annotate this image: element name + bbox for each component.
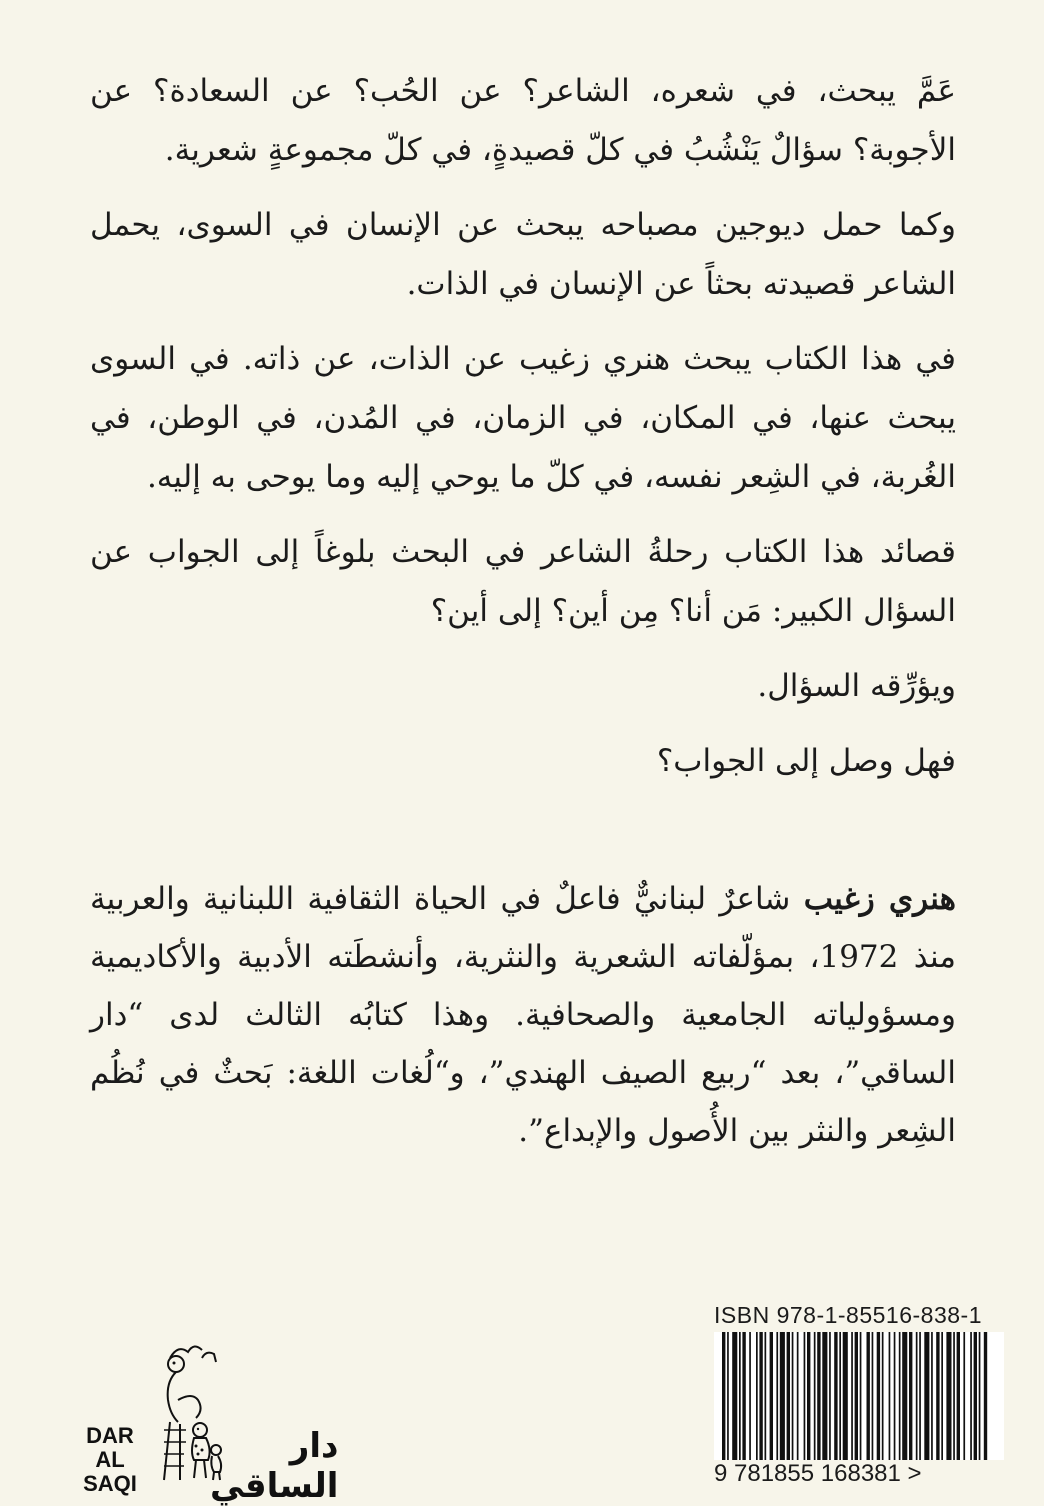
- barcode-bar: [776, 1332, 778, 1460]
- barcode-bar: [839, 1332, 841, 1460]
- barcode-bar: [860, 1332, 862, 1460]
- paragraph-2: وكما حمل ديوجين مصباحه يبحث عن الإنسان في السوى، يحمل الشاعر قصيدته بحثاً عن الإنسان في الذات.: [90, 207, 956, 302]
- barcode-bar: [894, 1332, 896, 1460]
- paragraph-4: قصائد هذا الكتاب رحلةُ الشاعر في البحث بلوغاً إلى الجواب عن السؤال الكبير: مَن أنا؟ مِن أين؟ إلى أين؟: [90, 534, 956, 629]
- paragraph-1: عَمَّ يبحث، في شعره، الشاعر؟ عن الحُب؟ عن السعادة؟ عن الأجوبة؟ سؤالٌ يَنْشُبُ في كلّ قصيدةٍ، في كلّ مجموعةٍ شعرية.: [90, 73, 956, 168]
- publisher-arabic-name: دار الساقي: [210, 1426, 339, 1506]
- isbn-label: ISBN 978-1-85516-838-1: [714, 1302, 982, 1328]
- barcode-bar: [792, 1332, 794, 1460]
- barcode-bar: [829, 1332, 831, 1460]
- barcode-icon: [714, 1332, 1004, 1460]
- barcode-bar: [957, 1332, 960, 1460]
- barcode-bar: [924, 1332, 929, 1460]
- barcode-bar: [843, 1332, 848, 1460]
- barcode-bar: [899, 1332, 901, 1460]
- barcode-bar: [963, 1332, 965, 1460]
- barcode-bar: [941, 1332, 943, 1460]
- barcode-bar: [770, 1332, 773, 1460]
- publisher-latin-line1: DAR: [86, 1423, 134, 1448]
- author-bio-text: شاعرٌ لبنانيٌّ فاعلٌ في الحياة الثقافية اللبنانية والعربية منذ 1972، بمؤلّفاته الشعرية والنثرية، وأنشطَته الأدبية والأكاديمية ومسؤولياته الجامعية والصحافية. وهذا كتابُه الثالث لدى “دار الساقي”، بعد “ربيع الصيف الهندي”، و“لُغات اللغة: بَحثٌ في نُظُم الشِعر والنثر بين الأُصول والإبداع”.: [90, 881, 956, 1149]
- barcode-bar: [722, 1332, 725, 1460]
- barcode-bar: [867, 1332, 870, 1460]
- author-bio: [90, 870, 956, 1160]
- barcode-bar: [822, 1332, 827, 1460]
- barcode-bar: [919, 1332, 921, 1460]
- barcode-bar: [797, 1332, 799, 1460]
- paragraph-5: ويؤرِّقه السؤال.: [757, 668, 956, 704]
- barcode-bar: [759, 1332, 762, 1460]
- paragraph-3: في هذا الكتاب يبحث هنري زغيب عن الذات، عن ذاته. في السوى يبحث عنها، في المكان، في الزمان، في المُدن، في الوطن، في الغُربة، في الشِعر نفسه، في كلّ ما يوحي إليه وما يوحى به إليه.: [90, 341, 956, 495]
- publisher-logo: [62, 1338, 339, 1506]
- barcode-bar: [855, 1332, 858, 1460]
- barcode-bar: [902, 1332, 907, 1460]
- barcode-bar: [851, 1332, 853, 1460]
- barcode-bar: [739, 1332, 741, 1460]
- barcode-bar: [970, 1332, 972, 1460]
- barcode-bar: [974, 1332, 977, 1460]
- barcode-bar: [817, 1332, 820, 1460]
- barcode-bar: [984, 1332, 987, 1460]
- isbn-barcode: [714, 1302, 1004, 1492]
- barcode-bar: [882, 1332, 884, 1460]
- paragraph-6: فهل وصل إلى الجواب؟: [656, 743, 956, 779]
- barcode-bar: [877, 1332, 880, 1460]
- barcode-bar: [946, 1332, 951, 1460]
- barcode-bar: [780, 1332, 785, 1460]
- barcode-bar: [834, 1332, 837, 1460]
- barcode-bar: [931, 1332, 933, 1460]
- publisher-latin-line2: AL SAQI: [83, 1447, 137, 1496]
- barcode-bar: [727, 1332, 729, 1460]
- barcode-bar: [814, 1332, 816, 1460]
- barcode-bar: [804, 1332, 806, 1460]
- barcode-bar: [765, 1332, 767, 1460]
- barcode-bar: [787, 1332, 790, 1460]
- barcode-bar: [936, 1332, 939, 1460]
- barcode-bar: [909, 1332, 912, 1460]
- barcode-bar: [979, 1332, 981, 1460]
- barcode-bar: [889, 1332, 891, 1460]
- barcode-bar: [732, 1332, 737, 1460]
- barcode-bar: [916, 1332, 918, 1460]
- barcode-bar: [749, 1332, 751, 1460]
- barcode-digits: 9 781855 168381 >: [714, 1460, 922, 1487]
- barcode-bar: [742, 1332, 745, 1460]
- barcode-bar: [807, 1332, 810, 1460]
- author-name: هنري زغيب: [803, 881, 956, 917]
- barcode-bar: [872, 1332, 874, 1460]
- blurb: [90, 62, 956, 807]
- barcode-bar: [953, 1332, 955, 1460]
- publisher-latin-name: [72, 1424, 148, 1496]
- barcode-bar: [756, 1332, 758, 1460]
